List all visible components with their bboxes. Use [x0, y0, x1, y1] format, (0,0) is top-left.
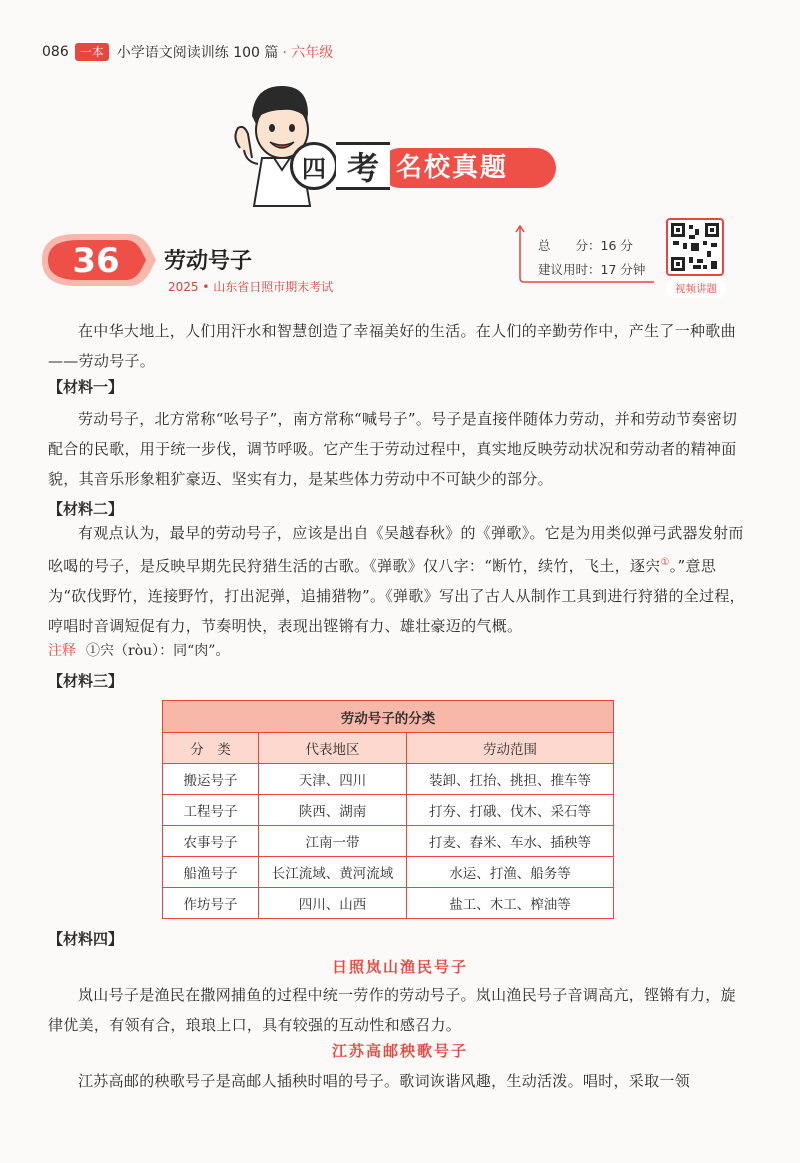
- table-cell: 打麦、舂米、车水、插秧等: [407, 826, 614, 857]
- article-number: 36: [72, 241, 120, 281]
- table-cell: 陕西、湖南: [259, 795, 407, 826]
- qr-code-icon[interactable]: [666, 218, 724, 276]
- table-row: [163, 795, 614, 826]
- material-4-label: 【材料四】: [48, 930, 124, 948]
- banner-label: 名校真题: [396, 153, 509, 183]
- subtitle-lanshan: 日照岚山渔民号子: [331, 958, 468, 976]
- table-row: [163, 826, 614, 857]
- banner-circle: 四: [290, 142, 338, 190]
- grade-label: · 六年级: [282, 45, 334, 61]
- article-title: 劳动号子: [164, 249, 253, 274]
- page-header: [42, 40, 333, 64]
- brand-tag: 一本: [75, 43, 109, 61]
- total-score: 总 分：16 分: [538, 238, 633, 253]
- table-cell: 作坊号子: [163, 888, 259, 919]
- table-caption: 劳动号子的分类: [163, 701, 614, 733]
- footnote-text: ①宍（ròu）：同“肉”。: [86, 643, 230, 659]
- table-cell: 船渔号子: [163, 857, 259, 888]
- qr-label: 视频讲题: [666, 280, 726, 298]
- number-badge-icon: [38, 228, 158, 292]
- table-cell: 搬运号子: [163, 764, 259, 795]
- table-cell: 盐工、木工、榨油等: [407, 888, 614, 919]
- table-cell: 装卸、扛抬、挑担、推车等: [407, 764, 614, 795]
- material-2-label: 【材料二】: [48, 500, 124, 518]
- material-4-text-1: 岚山号子是渔民在撒网捕鱼的过程中统一劳作的劳动号子。岚山渔民号子音调高亢，铿锵有力，旋律优美，有领有合，琅琅上口，具有较强的互动性和感召力。: [48, 986, 736, 1034]
- classification-table: [162, 700, 614, 919]
- material-1-label: 【材料一】: [48, 378, 124, 396]
- table-cell: 江南一带: [259, 826, 407, 857]
- score-box: [514, 222, 662, 284]
- material-3-label: 【材料三】: [48, 672, 124, 690]
- footnote-head: 注释: [48, 643, 76, 659]
- table-row: [163, 888, 614, 919]
- table-header-region: 代表地区: [259, 733, 407, 764]
- suggested-time: 建议用时：17 分钟: [538, 262, 646, 277]
- page-number: 086: [42, 44, 69, 60]
- table-row: [163, 857, 614, 888]
- table-cell: 天津、四川: [259, 764, 407, 795]
- table-cell: 工程号子: [163, 795, 259, 826]
- table-cell: 水运、打渔、船务等: [407, 857, 614, 888]
- footnote: [48, 640, 229, 660]
- material-2-text: [48, 518, 748, 641]
- material-1-text: 劳动号子，北方常称“吆号子”，南方常称“喊号子”。号子是直接伴随体力劳动，并和劳动节奏密切配合的民歌，用于统一步伐，调节呼吸。它产生于劳动过程中，真实地反映劳动状况和劳动者的精神面貌，其音乐形象粗犷豪迈、坚实有力，是某些体力劳动中不可缺少的部分。: [48, 410, 738, 488]
- table-cell: 农事号子: [163, 826, 259, 857]
- footnote-mark: ①: [660, 557, 670, 568]
- subtitle-gaoyou: 江苏高邮秧歌号子: [331, 1042, 468, 1060]
- qr-pattern: [671, 223, 719, 271]
- table-cell: 长江流域、黄河流域: [259, 857, 407, 888]
- material-2-text-b: 。”意思为“砍伐野竹，连接野竹，打出泥弹，追捕猎物”。《弹歌》写出了古人从制作工具到进行狩猎的全过程，哼唱时音调短促有力，节奏明快，表现出铿锵有力、雄壮豪迈的气概。: [48, 557, 745, 635]
- table-header-category: 分 类: [163, 733, 259, 764]
- table-cell: 打夯、打硪、伐木、采石等: [407, 795, 614, 826]
- table-header-scope: 劳动范围: [407, 733, 614, 764]
- table-cell: 四川、山西: [259, 888, 407, 919]
- article-source: 2025 • 山东省日照市期末考试: [168, 280, 334, 294]
- intro-paragraph: 在中华大地上，人们用汗水和智慧创造了幸福美好的生活。在人们的辛勤劳作中，产生了一种歌曲——劳动号子。: [48, 322, 736, 370]
- book-title: 小学语文阅读训练 100 篇: [116, 45, 279, 61]
- banner-kao: 考: [336, 142, 390, 190]
- material-4-text-2: 江苏高邮的秧歌号子是高邮人插秧时唱的号子。歌词诙谐风趣，生动活泼。唱时，采取一领: [78, 1072, 691, 1090]
- section-banner: [290, 142, 558, 190]
- table-row: [163, 764, 614, 795]
- material-2-text-a: 有观点认为，最早的劳动号子，应该是出自《吴越春秋》的《弹歌》。它是为用类似弹弓武器发射而吆喝的号子，是反映早期先民狩猎生活的古歌。《弹歌》仅八字：“断竹，续竹，飞土，逐宍: [48, 524, 744, 575]
